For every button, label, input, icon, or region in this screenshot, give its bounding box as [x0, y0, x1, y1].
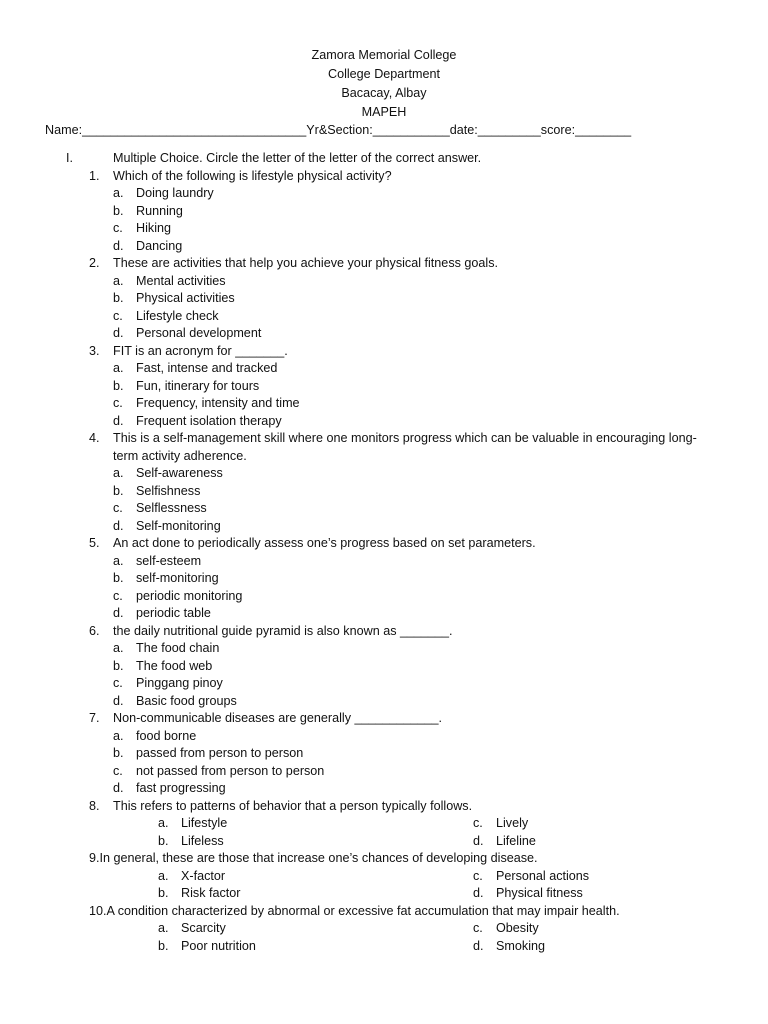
answer-option[interactable]: [113, 273, 726, 291]
option-letter: c.: [473, 921, 483, 935]
option-letter: d.: [113, 781, 124, 795]
option-text: Pinggang pinoy: [136, 676, 223, 690]
answer-option[interactable]: [158, 938, 473, 956]
answer-option[interactable]: [473, 868, 723, 886]
option-letter: d.: [473, 938, 484, 953]
option-letter: a.: [113, 186, 124, 200]
question-text: 10.A condition characterized by abnormal or excessive fat accumulation that may impair health.: [89, 903, 620, 918]
option-text: Frequent isolation therapy: [136, 413, 282, 428]
option-letter: c.: [113, 588, 123, 603]
answer-option[interactable]: [113, 378, 726, 396]
option-letter: b.: [113, 746, 124, 760]
section-number: I.: [66, 151, 73, 165]
option-letter: b.: [158, 886, 169, 900]
answer-option[interactable]: [113, 763, 726, 781]
option-text: periodic monitoring: [136, 588, 243, 603]
option-text: Lively: [496, 816, 529, 830]
department-name: College Department: [327, 67, 440, 81]
option-text: Doing laundry: [136, 186, 214, 200]
question-number: 3.: [89, 343, 100, 358]
answer-option[interactable]: [473, 885, 723, 903]
answer-option[interactable]: [113, 518, 726, 536]
option-letter: a.: [113, 361, 124, 375]
option-text: Selflessness: [136, 501, 207, 515]
question-item: [66, 430, 726, 535]
answer-option[interactable]: [473, 920, 723, 938]
option-letter: c.: [113, 763, 123, 778]
answer-option[interactable]: [473, 833, 723, 851]
question-number: 6.: [89, 623, 100, 638]
question-number: 5.: [89, 536, 100, 550]
question-text: Which of the following is lifestyle physical activity?: [113, 168, 392, 183]
option-text: X-factor: [181, 868, 226, 883]
question-text: 9.In general, these are those that increase one’s chances of developing disease.: [89, 851, 538, 865]
question-number: 8.: [89, 798, 100, 813]
option-letter: a.: [113, 466, 124, 480]
question-text: This is a self-management skill where one monitors progress which can be valuable in encouraging long-term activity adherence.: [113, 431, 697, 463]
option-text: Self-awareness: [136, 466, 223, 480]
option-text: Mental activities: [136, 273, 226, 288]
option-text: Hiking: [136, 221, 171, 235]
answer-option[interactable]: [113, 693, 726, 711]
answer-option[interactable]: [113, 780, 726, 798]
option-letter: d.: [113, 693, 124, 708]
answer-option[interactable]: [113, 465, 726, 483]
option-letter: b.: [113, 378, 124, 393]
option-letter: a.: [158, 921, 169, 935]
answer-option[interactable]: [113, 413, 726, 431]
answer-option[interactable]: [113, 290, 726, 308]
option-letter: b.: [158, 938, 169, 953]
option-text: Personal development: [136, 326, 262, 340]
option-text: Selfishness: [136, 483, 201, 498]
answer-option[interactable]: [113, 203, 726, 221]
option-letter: a.: [113, 553, 124, 568]
option-letter: a.: [113, 273, 124, 288]
option-text: self-monitoring: [136, 571, 219, 585]
option-letter: d.: [113, 518, 124, 533]
question-item: [66, 255, 726, 343]
answer-option[interactable]: [113, 220, 726, 238]
option-text: passed from person to person: [136, 746, 304, 760]
question-item: [66, 623, 726, 711]
option-text: Dancing: [136, 238, 183, 253]
option-letter: c.: [113, 308, 123, 323]
answer-option[interactable]: [113, 308, 726, 326]
option-letter: c.: [473, 868, 483, 883]
option-letter: b.: [113, 483, 124, 498]
option-letter: c.: [113, 396, 123, 410]
option-text: Scarcity: [181, 921, 226, 935]
answer-option[interactable]: [158, 885, 473, 903]
option-letter: d.: [113, 326, 124, 340]
option-text: Lifeless: [181, 833, 224, 848]
answer-option[interactable]: [113, 185, 726, 203]
option-text: Lifestyle check: [136, 308, 219, 323]
answer-option[interactable]: [113, 728, 726, 746]
option-letter: d.: [113, 238, 124, 253]
option-text: Risk factor: [181, 886, 241, 900]
answer-option[interactable]: [113, 640, 726, 658]
question-list: [66, 168, 726, 956]
student-info-line: Name:________________________________Yr&Section:___________date:_________score:________: [45, 123, 632, 137]
question-item: [66, 798, 726, 851]
answer-option[interactable]: [113, 500, 726, 518]
section-instruction: Multiple Choice. Circle the letter of the letter of the correct answer.: [113, 151, 482, 165]
document-header: [0, 46, 768, 122]
option-text: Smoking: [496, 938, 545, 953]
question-text: FIT is an acronym for _______.: [113, 343, 288, 358]
question-text: the daily nutritional guide pyramid is also known as _______.: [113, 623, 453, 638]
option-letter: d.: [473, 833, 484, 848]
multiple-choice-section: [66, 150, 726, 955]
option-letter: c.: [473, 816, 483, 830]
answer-option[interactable]: [113, 483, 726, 501]
answer-option[interactable]: [113, 238, 726, 256]
option-letter: d.: [113, 413, 124, 428]
section-heading: [66, 150, 726, 168]
option-text: self-esteem: [136, 553, 202, 568]
school-location: Bacacay, Albay: [341, 86, 427, 100]
option-letter: a.: [158, 816, 169, 830]
answer-option[interactable]: [113, 553, 726, 571]
option-letter: c.: [113, 221, 123, 235]
option-text: Fast, intense and tracked: [136, 361, 278, 375]
question-item: [66, 535, 726, 623]
option-text: Physical activities: [136, 291, 235, 305]
answer-option[interactable]: [113, 675, 726, 693]
option-letter: b.: [113, 203, 124, 218]
answer-option[interactable]: [113, 605, 726, 623]
option-letter: d.: [113, 606, 124, 620]
question-text: This refers to patterns of behavior that a person typically follows.: [113, 798, 473, 813]
option-text: Fun, itinerary for tours: [136, 378, 260, 393]
question-item: [66, 168, 726, 256]
school-name: Zamora Memorial College: [311, 48, 457, 62]
answer-option[interactable]: [113, 745, 726, 763]
question-item: [66, 903, 726, 956]
option-text: Lifestyle: [181, 816, 228, 830]
answer-option[interactable]: [113, 360, 726, 378]
option-text: The food web: [136, 658, 213, 673]
option-text: Self-monitoring: [136, 518, 221, 533]
option-letter: b.: [113, 291, 124, 305]
answer-option[interactable]: [158, 833, 473, 851]
question-number: 7.: [89, 711, 100, 725]
option-letter: a.: [113, 641, 124, 655]
answer-option[interactable]: [113, 658, 726, 676]
answer-option[interactable]: [113, 395, 726, 413]
answer-option[interactable]: [158, 920, 473, 938]
option-letter: a.: [158, 868, 169, 883]
question-item: [66, 710, 726, 798]
option-text: fast progressing: [136, 781, 226, 795]
option-text: Basic food groups: [136, 693, 237, 708]
question-number: 1.: [89, 168, 100, 183]
option-text: Physical fitness: [496, 886, 583, 900]
option-text: Poor nutrition: [181, 938, 256, 953]
option-letter: d.: [473, 886, 484, 900]
answer-option[interactable]: [113, 325, 726, 343]
question-text: These are activities that help you achieve your physical fitness goals.: [113, 256, 499, 270]
answer-option[interactable]: [158, 868, 473, 886]
option-text: Lifeline: [496, 833, 536, 848]
question-number: 2.: [89, 256, 100, 270]
question-text: Non-communicable diseases are generally ____________.: [113, 711, 443, 725]
answer-option[interactable]: [113, 570, 726, 588]
option-text: not passed from person to person: [136, 763, 325, 778]
option-letter: c.: [113, 676, 123, 690]
option-letter: a.: [113, 728, 124, 743]
question-item: [66, 343, 726, 431]
answer-option[interactable]: [473, 815, 723, 833]
option-text: Frequency, intensity and time: [136, 396, 300, 410]
option-text: Running: [136, 203, 183, 218]
answer-option[interactable]: [473, 938, 723, 956]
option-text: The food chain: [136, 641, 220, 655]
question-item: [66, 850, 726, 903]
question-text: An act done to periodically assess one’s progress based on set parameters.: [113, 536, 536, 550]
answer-option[interactable]: [158, 815, 473, 833]
option-letter: b.: [113, 571, 124, 585]
option-text: periodic table: [136, 606, 211, 620]
question-number: 4.: [89, 431, 100, 445]
option-letter: b.: [158, 833, 169, 848]
answer-option[interactable]: [113, 588, 726, 606]
option-letter: b.: [113, 658, 124, 673]
option-text: Obesity: [496, 921, 539, 935]
option-letter: c.: [113, 501, 123, 515]
subject-title: MAPEH: [361, 105, 407, 119]
option-text: food borne: [136, 728, 197, 743]
option-text: Personal actions: [496, 868, 590, 883]
